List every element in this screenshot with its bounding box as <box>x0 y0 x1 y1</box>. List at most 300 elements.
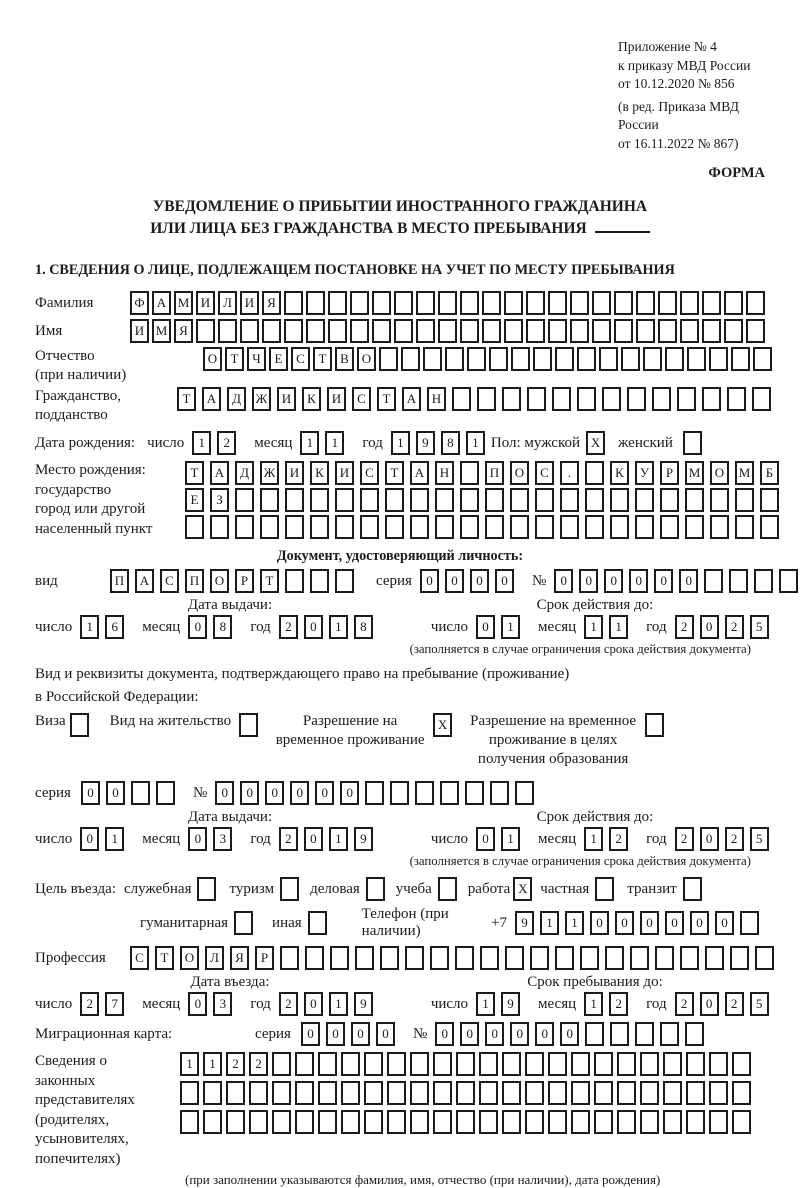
char-cell[interactable] <box>318 1110 337 1134</box>
char-cell[interactable]: Н <box>427 387 446 411</box>
char-cell[interactable]: 0 <box>629 569 648 593</box>
char-cell[interactable]: 5 <box>750 827 769 851</box>
char-cell[interactable]: И <box>335 461 354 485</box>
char-cell[interactable]: 0 <box>326 1022 345 1046</box>
char-cell[interactable]: Т <box>385 461 404 485</box>
char-cell[interactable]: 0 <box>470 569 489 593</box>
char-cell[interactable]: В <box>335 347 354 371</box>
char-cell[interactable] <box>379 347 398 371</box>
char-cell[interactable]: 0 <box>485 1022 504 1046</box>
char-cell[interactable] <box>535 488 554 512</box>
char-cell[interactable] <box>455 946 474 970</box>
char-cell[interactable] <box>456 1052 475 1076</box>
char-cell[interactable]: 0 <box>304 827 323 851</box>
char-cell[interactable] <box>460 461 479 485</box>
char-cell[interactable] <box>410 515 429 539</box>
char-cell[interactable] <box>364 1110 383 1134</box>
char-cell[interactable] <box>643 347 662 371</box>
char-cell[interactable] <box>548 291 567 315</box>
char-cell[interactable] <box>295 1052 314 1076</box>
char-cell[interactable] <box>660 488 679 512</box>
char-cell[interactable]: К <box>302 387 321 411</box>
char-cell[interactable]: М <box>174 291 193 315</box>
char-cell[interactable]: А <box>210 461 229 485</box>
char-cell[interactable] <box>433 1081 452 1105</box>
char-cell[interactable] <box>318 1052 337 1076</box>
char-cell[interactable]: 0 <box>290 781 309 805</box>
char-cell[interactable]: 0 <box>445 569 464 593</box>
char-cell[interactable]: Я <box>174 319 193 343</box>
char-cell[interactable] <box>479 1081 498 1105</box>
char-cell[interactable]: 0 <box>679 569 698 593</box>
char-cell[interactable] <box>284 319 303 343</box>
char-cell[interactable] <box>614 291 633 315</box>
char-cell[interactable] <box>410 1052 429 1076</box>
char-cell[interactable] <box>365 781 384 805</box>
char-cell[interactable]: 2 <box>675 827 694 851</box>
char-cell[interactable]: О <box>510 461 529 485</box>
char-cell[interactable] <box>592 291 611 315</box>
char-cell[interactable] <box>571 1081 590 1105</box>
char-cell[interactable]: 5 <box>750 615 769 639</box>
char-cell[interactable] <box>318 1081 337 1105</box>
char-cell[interactable] <box>445 347 464 371</box>
char-cell[interactable] <box>702 387 721 411</box>
char-cell[interactable] <box>636 291 655 315</box>
char-cell[interactable] <box>535 515 554 539</box>
char-cell[interactable] <box>285 569 304 593</box>
char-cell[interactable]: И <box>327 387 346 411</box>
char-cell[interactable] <box>335 488 354 512</box>
char-cell[interactable]: 1 <box>180 1052 199 1076</box>
char-cell[interactable]: 1 <box>325 431 344 455</box>
char-cell[interactable] <box>310 488 329 512</box>
char-cell[interactable] <box>308 911 327 935</box>
char-cell[interactable] <box>387 1110 406 1134</box>
char-cell[interactable] <box>482 291 501 315</box>
char-cell[interactable] <box>360 515 379 539</box>
char-cell[interactable] <box>180 1081 199 1105</box>
char-cell[interactable] <box>511 347 530 371</box>
char-cell[interactable] <box>680 319 699 343</box>
char-cell[interactable] <box>526 291 545 315</box>
char-cell[interactable]: Р <box>255 946 274 970</box>
char-cell[interactable]: М <box>152 319 171 343</box>
char-cell[interactable] <box>306 291 325 315</box>
char-cell[interactable] <box>640 1110 659 1134</box>
char-cell[interactable]: 1 <box>466 431 485 455</box>
char-cell[interactable] <box>410 1110 429 1134</box>
char-cell[interactable]: 1 <box>192 431 211 455</box>
char-cell[interactable] <box>295 1110 314 1134</box>
char-cell[interactable] <box>489 347 508 371</box>
char-cell[interactable] <box>235 488 254 512</box>
char-cell[interactable] <box>533 347 552 371</box>
char-cell[interactable]: 6 <box>105 615 124 639</box>
char-cell[interactable]: 0 <box>188 827 207 851</box>
char-cell[interactable] <box>490 781 509 805</box>
char-cell[interactable]: 1 <box>300 431 319 455</box>
char-cell[interactable] <box>724 291 743 315</box>
char-cell[interactable] <box>755 946 774 970</box>
char-cell[interactable]: 3 <box>213 827 232 851</box>
char-cell[interactable] <box>433 1052 452 1076</box>
char-cell[interactable] <box>502 1052 521 1076</box>
char-cell[interactable] <box>387 1081 406 1105</box>
char-cell[interactable] <box>185 515 204 539</box>
char-cell[interactable]: Т <box>225 347 244 371</box>
char-cell[interactable] <box>560 488 579 512</box>
char-cell[interactable] <box>685 488 704 512</box>
char-cell[interactable] <box>328 291 347 315</box>
char-cell[interactable]: 2 <box>279 615 298 639</box>
char-cell[interactable]: Т <box>377 387 396 411</box>
char-cell[interactable]: 0 <box>80 827 99 851</box>
char-cell[interactable]: О <box>710 461 729 485</box>
char-cell[interactable] <box>635 1022 654 1046</box>
char-cell[interactable] <box>592 319 611 343</box>
char-cell[interactable] <box>702 291 721 315</box>
char-cell[interactable] <box>416 319 435 343</box>
char-cell[interactable]: 1 <box>584 827 603 851</box>
char-cell[interactable]: 0 <box>315 781 334 805</box>
char-cell[interactable] <box>305 946 324 970</box>
char-cell[interactable] <box>502 1081 521 1105</box>
char-cell[interactable]: 1 <box>476 992 495 1016</box>
char-cell[interactable]: Р <box>660 461 679 485</box>
char-cell[interactable]: С <box>291 347 310 371</box>
char-cell[interactable] <box>310 515 329 539</box>
char-cell[interactable] <box>594 1081 613 1105</box>
char-cell[interactable] <box>460 488 479 512</box>
char-cell[interactable] <box>570 319 589 343</box>
char-cell[interactable] <box>585 515 604 539</box>
char-cell[interactable] <box>640 1081 659 1105</box>
char-cell[interactable]: Т <box>185 461 204 485</box>
char-cell[interactable] <box>585 1022 604 1046</box>
char-cell[interactable] <box>515 781 534 805</box>
char-cell[interactable]: К <box>610 461 629 485</box>
char-cell[interactable] <box>746 319 765 343</box>
char-cell[interactable] <box>372 291 391 315</box>
char-cell[interactable]: У <box>635 461 654 485</box>
char-cell[interactable] <box>341 1052 360 1076</box>
char-cell[interactable] <box>218 319 237 343</box>
char-cell[interactable] <box>350 291 369 315</box>
char-cell[interactable] <box>131 781 150 805</box>
char-cell[interactable] <box>530 946 549 970</box>
char-cell[interactable]: 1 <box>565 911 584 935</box>
char-cell[interactable] <box>380 946 399 970</box>
char-cell[interactable] <box>580 946 599 970</box>
char-cell[interactable]: 1 <box>105 827 124 851</box>
char-cell[interactable] <box>663 1052 682 1076</box>
char-cell[interactable]: 0 <box>640 911 659 935</box>
char-cell[interactable] <box>686 1110 705 1134</box>
char-cell[interactable]: 0 <box>340 781 359 805</box>
char-cell[interactable] <box>366 877 385 901</box>
char-cell[interactable]: 0 <box>510 1022 529 1046</box>
char-cell[interactable]: 9 <box>416 431 435 455</box>
char-cell[interactable]: П <box>485 461 504 485</box>
char-cell[interactable] <box>335 569 354 593</box>
char-cell[interactable] <box>635 488 654 512</box>
char-cell[interactable] <box>730 946 749 970</box>
char-cell[interactable] <box>635 515 654 539</box>
char-cell[interactable]: 0 <box>604 569 623 593</box>
char-cell[interactable]: П <box>110 569 129 593</box>
char-cell[interactable] <box>460 291 479 315</box>
char-cell[interactable] <box>548 319 567 343</box>
char-cell[interactable] <box>610 1022 629 1046</box>
char-cell[interactable]: 2 <box>609 992 628 1016</box>
char-cell[interactable]: 0 <box>495 569 514 593</box>
char-cell[interactable]: 0 <box>301 1022 320 1046</box>
char-cell[interactable] <box>735 488 754 512</box>
char-cell[interactable]: А <box>402 387 421 411</box>
char-cell[interactable] <box>310 569 329 593</box>
char-cell[interactable] <box>272 1081 291 1105</box>
char-cell[interactable]: С <box>352 387 371 411</box>
char-cell[interactable] <box>570 291 589 315</box>
char-cell[interactable] <box>585 461 604 485</box>
char-cell[interactable] <box>760 488 779 512</box>
char-cell[interactable]: С <box>160 569 179 593</box>
char-cell[interactable] <box>416 291 435 315</box>
char-cell[interactable] <box>415 781 434 805</box>
char-cell[interactable] <box>525 1110 544 1134</box>
char-cell[interactable]: 7 <box>105 992 124 1016</box>
char-cell[interactable] <box>510 515 529 539</box>
char-cell[interactable]: 0 <box>420 569 439 593</box>
char-cell[interactable]: X <box>513 877 532 901</box>
char-cell[interactable] <box>709 1081 728 1105</box>
char-cell[interactable]: С <box>360 461 379 485</box>
char-cell[interactable]: 9 <box>501 992 520 1016</box>
char-cell[interactable]: 0 <box>435 1022 454 1046</box>
char-cell[interactable]: 0 <box>188 615 207 639</box>
char-cell[interactable]: 0 <box>560 1022 579 1046</box>
char-cell[interactable] <box>234 911 253 935</box>
char-cell[interactable] <box>710 515 729 539</box>
char-cell[interactable] <box>341 1081 360 1105</box>
char-cell[interactable] <box>460 515 479 539</box>
char-cell[interactable] <box>680 946 699 970</box>
char-cell[interactable] <box>390 781 409 805</box>
char-cell[interactable] <box>480 946 499 970</box>
char-cell[interactable]: 0 <box>304 992 323 1016</box>
char-cell[interactable] <box>438 291 457 315</box>
char-cell[interactable] <box>686 1052 705 1076</box>
char-cell[interactable]: О <box>210 569 229 593</box>
char-cell[interactable] <box>732 1052 751 1076</box>
char-cell[interactable] <box>552 387 571 411</box>
char-cell[interactable] <box>479 1052 498 1076</box>
char-cell[interactable]: Ч <box>247 347 266 371</box>
char-cell[interactable] <box>655 946 674 970</box>
char-cell[interactable] <box>685 1022 704 1046</box>
char-cell[interactable] <box>640 1052 659 1076</box>
char-cell[interactable] <box>328 319 347 343</box>
char-cell[interactable] <box>364 1052 383 1076</box>
char-cell[interactable] <box>401 347 420 371</box>
char-cell[interactable]: 2 <box>249 1052 268 1076</box>
char-cell[interactable]: 0 <box>579 569 598 593</box>
char-cell[interactable] <box>295 1081 314 1105</box>
char-cell[interactable]: И <box>240 291 259 315</box>
char-cell[interactable]: 0 <box>265 781 284 805</box>
char-cell[interactable] <box>605 946 624 970</box>
char-cell[interactable]: М <box>735 461 754 485</box>
char-cell[interactable]: 0 <box>188 992 207 1016</box>
char-cell[interactable] <box>456 1110 475 1134</box>
char-cell[interactable]: 1 <box>609 615 628 639</box>
char-cell[interactable] <box>306 319 325 343</box>
char-cell[interactable]: 0 <box>304 615 323 639</box>
char-cell[interactable] <box>240 319 259 343</box>
char-cell[interactable] <box>627 387 646 411</box>
char-cell[interactable] <box>260 488 279 512</box>
char-cell[interactable]: 0 <box>554 569 573 593</box>
char-cell[interactable] <box>577 387 596 411</box>
char-cell[interactable] <box>621 347 640 371</box>
char-cell[interactable]: 3 <box>213 992 232 1016</box>
char-cell[interactable]: Е <box>185 488 204 512</box>
char-cell[interactable]: С <box>535 461 554 485</box>
char-cell[interactable] <box>571 1110 590 1134</box>
char-cell[interactable] <box>660 1022 679 1046</box>
char-cell[interactable] <box>683 877 702 901</box>
char-cell[interactable]: 0 <box>700 992 719 1016</box>
char-cell[interactable]: 0 <box>106 781 125 805</box>
char-cell[interactable] <box>753 347 772 371</box>
char-cell[interactable] <box>729 569 748 593</box>
char-cell[interactable]: 1 <box>540 911 559 935</box>
char-cell[interactable]: И <box>285 461 304 485</box>
char-cell[interactable] <box>504 291 523 315</box>
char-cell[interactable] <box>527 387 546 411</box>
char-cell[interactable] <box>548 1081 567 1105</box>
char-cell[interactable] <box>467 347 486 371</box>
char-cell[interactable] <box>262 319 281 343</box>
char-cell[interactable]: 0 <box>700 827 719 851</box>
char-cell[interactable]: Т <box>260 569 279 593</box>
char-cell[interactable] <box>502 387 521 411</box>
char-cell[interactable]: 2 <box>279 827 298 851</box>
char-cell[interactable] <box>410 1081 429 1105</box>
char-cell[interactable] <box>727 387 746 411</box>
char-cell[interactable] <box>394 319 413 343</box>
char-cell[interactable] <box>658 319 677 343</box>
char-cell[interactable] <box>594 1052 613 1076</box>
char-cell[interactable] <box>555 946 574 970</box>
char-cell[interactable]: Ж <box>260 461 279 485</box>
char-cell[interactable]: 0 <box>654 569 673 593</box>
char-cell[interactable]: 0 <box>476 827 495 851</box>
char-cell[interactable]: 0 <box>460 1022 479 1046</box>
char-cell[interactable]: 8 <box>354 615 373 639</box>
char-cell[interactable] <box>387 1052 406 1076</box>
char-cell[interactable] <box>685 515 704 539</box>
char-cell[interactable] <box>683 431 702 455</box>
char-cell[interactable]: А <box>202 387 221 411</box>
char-cell[interactable]: 0 <box>240 781 259 805</box>
char-cell[interactable]: 2 <box>675 615 694 639</box>
char-cell[interactable] <box>465 781 484 805</box>
char-cell[interactable] <box>260 515 279 539</box>
char-cell[interactable] <box>372 319 391 343</box>
char-cell[interactable]: Л <box>218 291 237 315</box>
char-cell[interactable] <box>702 319 721 343</box>
char-cell[interactable] <box>752 387 771 411</box>
char-cell[interactable] <box>203 1081 222 1105</box>
char-cell[interactable] <box>732 1081 751 1105</box>
char-cell[interactable] <box>645 713 664 737</box>
char-cell[interactable]: X <box>586 431 605 455</box>
char-cell[interactable]: 9 <box>354 992 373 1016</box>
char-cell[interactable] <box>610 488 629 512</box>
char-cell[interactable] <box>735 515 754 539</box>
char-cell[interactable] <box>235 515 254 539</box>
char-cell[interactable] <box>330 946 349 970</box>
char-cell[interactable] <box>350 319 369 343</box>
char-cell[interactable]: А <box>152 291 171 315</box>
char-cell[interactable] <box>677 387 696 411</box>
char-cell[interactable] <box>502 1110 521 1134</box>
char-cell[interactable] <box>156 781 175 805</box>
char-cell[interactable] <box>272 1052 291 1076</box>
char-cell[interactable]: 1 <box>80 615 99 639</box>
char-cell[interactable]: 9 <box>515 911 534 935</box>
char-cell[interactable] <box>665 347 684 371</box>
char-cell[interactable] <box>560 515 579 539</box>
char-cell[interactable] <box>658 291 677 315</box>
char-cell[interactable] <box>687 347 706 371</box>
char-cell[interactable]: 1 <box>329 992 348 1016</box>
char-cell[interactable]: 9 <box>354 827 373 851</box>
char-cell[interactable] <box>504 319 523 343</box>
char-cell[interactable] <box>438 877 457 901</box>
char-cell[interactable]: 0 <box>590 911 609 935</box>
char-cell[interactable]: К <box>310 461 329 485</box>
char-cell[interactable] <box>180 1110 199 1134</box>
char-cell[interactable] <box>360 488 379 512</box>
char-cell[interactable] <box>709 1052 728 1076</box>
char-cell[interactable]: 0 <box>535 1022 554 1046</box>
char-cell[interactable]: Н <box>435 461 454 485</box>
char-cell[interactable]: Т <box>313 347 332 371</box>
char-cell[interactable] <box>423 347 442 371</box>
char-cell[interactable] <box>760 515 779 539</box>
char-cell[interactable]: И <box>277 387 296 411</box>
char-cell[interactable] <box>285 488 304 512</box>
char-cell[interactable]: З <box>210 488 229 512</box>
char-cell[interactable]: 8 <box>213 615 232 639</box>
char-cell[interactable] <box>595 877 614 901</box>
char-cell[interactable] <box>599 347 618 371</box>
char-cell[interactable] <box>485 488 504 512</box>
char-cell[interactable]: 2 <box>725 615 744 639</box>
char-cell[interactable] <box>779 569 798 593</box>
char-cell[interactable]: 0 <box>700 615 719 639</box>
char-cell[interactable] <box>663 1110 682 1134</box>
char-cell[interactable]: 1 <box>329 615 348 639</box>
char-cell[interactable] <box>555 347 574 371</box>
char-cell[interactable] <box>249 1110 268 1134</box>
char-cell[interactable]: 0 <box>665 911 684 935</box>
char-cell[interactable]: 2 <box>725 992 744 1016</box>
char-cell[interactable]: Б <box>760 461 779 485</box>
